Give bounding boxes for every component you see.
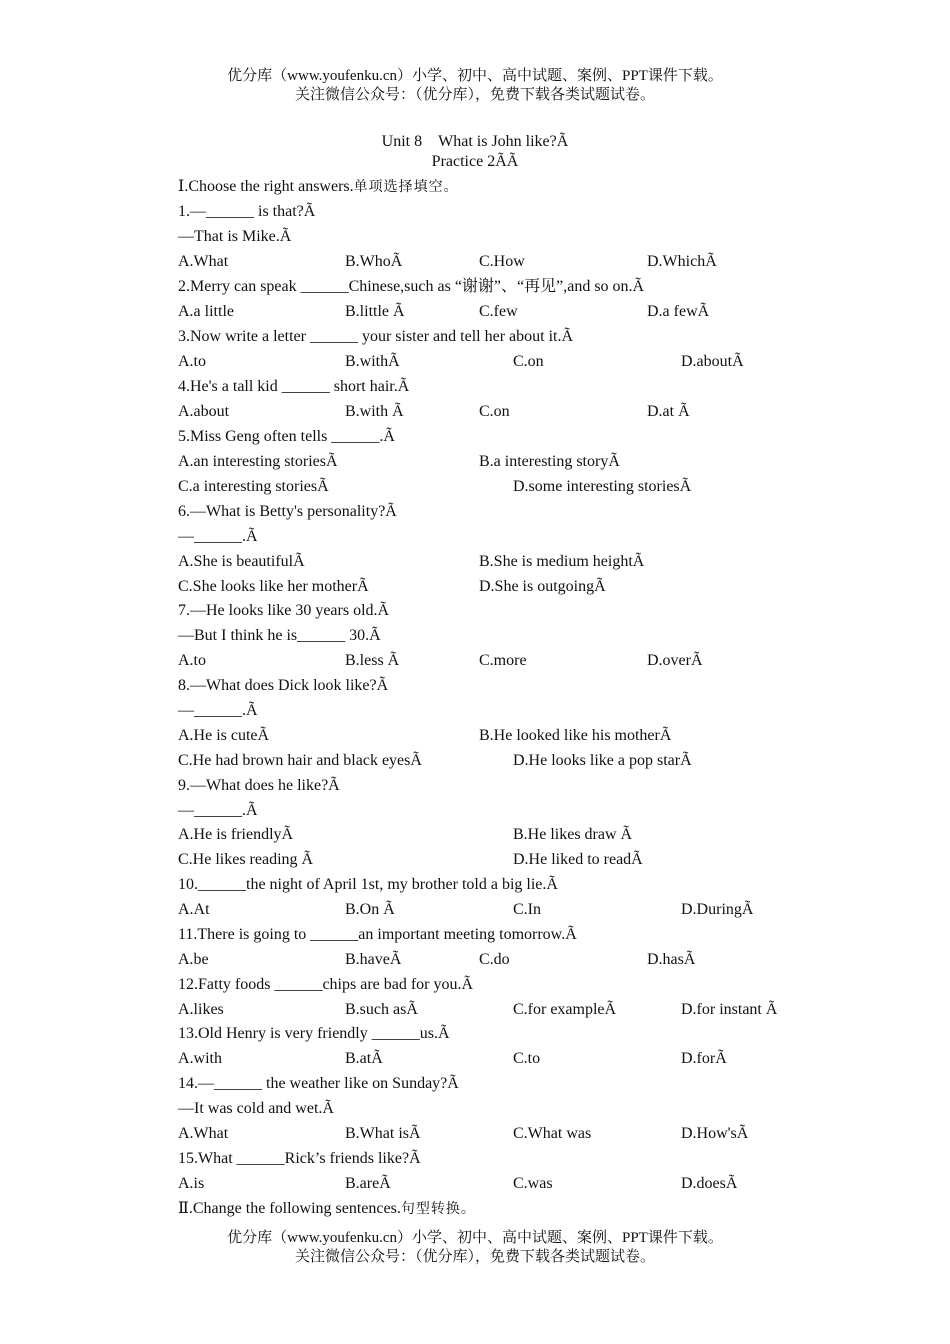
q10-option-c: C.In — [513, 901, 541, 918]
q1-option-c: C.How — [479, 253, 525, 270]
q7-stem: 7.—He looks like 30 years old.Ã — [178, 602, 390, 619]
q5-stem: 5.Miss Geng often tells ______.Ã — [178, 428, 395, 445]
q7-option-a: A.to — [178, 652, 206, 669]
q9-reply: —______.Ã — [178, 802, 258, 819]
q8-option-d: D.He looks like a pop starÃ — [513, 752, 692, 769]
q11-stem: 11.There is going to ______an important meeting tomorrow.Ã — [178, 926, 577, 943]
q4-option-d: D.at Ã — [647, 403, 690, 420]
q8-option-a: A.He is cuteÃ — [178, 727, 270, 744]
section-1-heading — [178, 177, 459, 197]
q1-option-b: B.WhoÃ — [345, 253, 403, 270]
q2-stem: 2.Merry can speak ______Chinese,such as “谢谢”、“再见”,and so on.Ã — [178, 278, 645, 295]
q15-option-c: C.was — [513, 1175, 553, 1192]
q10-stem: 10.______the night of April 1st, my brother told a big lie.Ã — [178, 876, 558, 893]
q12-stem: 12.Fatty foods ______chips are bad for you.Ã — [178, 976, 474, 993]
section-2-heading — [178, 1199, 476, 1219]
q2-option-b: B.little Ã — [345, 303, 405, 320]
q9-stem: 9.—What does he like?Ã — [178, 777, 340, 794]
q2-option-d: D.a fewÃ — [647, 303, 710, 320]
q10-option-d: D.DuringÃ — [681, 901, 754, 918]
footer-line-1: 优分库（www.youfenku.cn）小学、初中、高中试题、案例、PPT课件下载。 — [227, 1230, 723, 1246]
q5-option-c: C.a interesting storiesÃ — [178, 478, 329, 495]
q8-option-b: B.He looked like his motherÃ — [479, 727, 672, 744]
q8-stem: 8.—What does Dick look like?Ã — [178, 677, 389, 694]
q2-option-c: C.few — [479, 303, 518, 320]
q1-option-d: D.WhichÃ — [647, 253, 717, 270]
footer-line-2: 关注微信公众号：（优分库），免费下载各类试题试卷。 — [294, 1249, 655, 1265]
q13-option-a: A.with — [178, 1050, 222, 1067]
q14-option-a: A.What — [178, 1125, 229, 1142]
q10-option-a: A.At — [178, 901, 210, 918]
q11-option-c: C.do — [479, 951, 510, 968]
q15-option-b: B.areÃ — [345, 1175, 391, 1192]
q6-stem: 6.—What is Betty's personality?Ã — [178, 503, 397, 520]
q1-stem: 1.—______ is that?Ã — [178, 203, 316, 220]
section-2-heading-cn: 句型转换。 — [400, 1201, 476, 1217]
q3-option-c: C.on — [513, 353, 544, 370]
q6-option-c: C.She looks like her motherÃ — [178, 578, 369, 595]
q5-option-b: B.a interesting storyÃ — [479, 453, 620, 470]
q8-option-c: C.He had brown hair and black eyesÃ — [178, 752, 422, 769]
q5-option-a: A.an interesting storiesÃ — [178, 453, 338, 470]
q12-option-a: A.likes — [178, 1001, 224, 1018]
section-1-heading-en: Ⅰ.Choose the right answers. — [178, 178, 354, 195]
q7-option-b: B.less Ã — [345, 652, 400, 669]
q1-reply: —That is Mike.Ã — [178, 228, 292, 245]
q7-option-c: C.more — [479, 652, 527, 669]
q3-stem: 3.Now write a letter ______ your sister and tell her about it.Ã — [178, 328, 574, 345]
q9-option-c: C.He likes reading Ã — [178, 851, 314, 868]
q3-option-d: D.aboutÃ — [681, 353, 744, 370]
q4-option-c: C.on — [479, 403, 510, 420]
q1-option-a: A.What — [178, 253, 229, 270]
header-line-2: 关注微信公众号：（优分库），免费下载各类试题试卷。 — [294, 87, 655, 103]
q6-option-a: A.She is beautifulÃ — [178, 553, 305, 570]
q6-option-d: D.She is outgoingÃ — [479, 578, 606, 595]
q4-stem: 4.He's a tall kid ______ short hair.Ã — [178, 378, 410, 395]
q6-reply: —______.Ã — [178, 528, 258, 545]
q9-option-b: B.He likes draw Ã — [513, 826, 633, 843]
q11-option-d: D.hasÃ — [647, 951, 696, 968]
q4-option-a: A.about — [178, 403, 230, 420]
q5-option-d: D.some interesting storiesÃ — [513, 478, 692, 495]
q14-option-c: C.What was — [513, 1125, 592, 1142]
q2-option-a: A.a little — [178, 303, 234, 320]
q12-option-c: C.for exampleÃ — [513, 1001, 617, 1018]
q7-option-d: D.overÃ — [647, 652, 703, 669]
q6-option-b: B.She is medium heightÃ — [479, 553, 645, 570]
q8-reply: —______.Ã — [178, 702, 258, 719]
q3-option-a: A.to — [178, 353, 206, 370]
q10-option-b: B.On Ã — [345, 901, 395, 918]
header-line-1: 优分库（www.youfenku.cn）小学、初中、高中试题、案例、PPT课件下载。 — [227, 68, 723, 84]
q12-option-b: B.such asÃ — [345, 1001, 418, 1018]
section-1-heading-cn: 单项选择填空。 — [353, 179, 459, 195]
q14-option-d: D.How'sÃ — [681, 1125, 749, 1142]
q11-option-b: B.haveÃ — [345, 951, 402, 968]
q9-option-a: A.He is friendlyÃ — [178, 826, 294, 843]
section-2-heading-en: Ⅱ.Change the following sentences. — [178, 1200, 401, 1217]
q13-option-b: B.atÃ — [345, 1050, 383, 1067]
q13-option-d: D.forÃ — [681, 1050, 727, 1067]
q11-option-a: A.be — [178, 951, 209, 968]
q9-option-d: D.He liked to readÃ — [513, 851, 643, 868]
q14-reply: —It was cold and wet.Ã — [178, 1100, 334, 1117]
q13-stem: 13.Old Henry is very friendly ______us.Ã — [178, 1025, 450, 1042]
q13-option-c: C.to — [513, 1050, 541, 1067]
unit-title: Unit 8 What is John like?Ã — [381, 133, 569, 150]
q15-option-a: A.is — [178, 1175, 205, 1192]
q3-option-b: B.withÃ — [345, 353, 400, 370]
q14-stem: 14.—______ the weather like on Sunday?Ã — [178, 1075, 459, 1092]
q15-option-d: D.doesÃ — [681, 1175, 738, 1192]
q4-option-b: B.with Ã — [345, 403, 404, 420]
q7-reply: —But I think he is______ 30.Ã — [178, 627, 381, 644]
q12-option-d: D.for instant Ã — [681, 1001, 778, 1018]
q15-stem: 15.What ______Rick’s friends like?Ã — [178, 1150, 421, 1167]
q14-option-b: B.What isÃ — [345, 1125, 421, 1142]
practice-title: Practice 2ÃÃ — [431, 153, 519, 170]
